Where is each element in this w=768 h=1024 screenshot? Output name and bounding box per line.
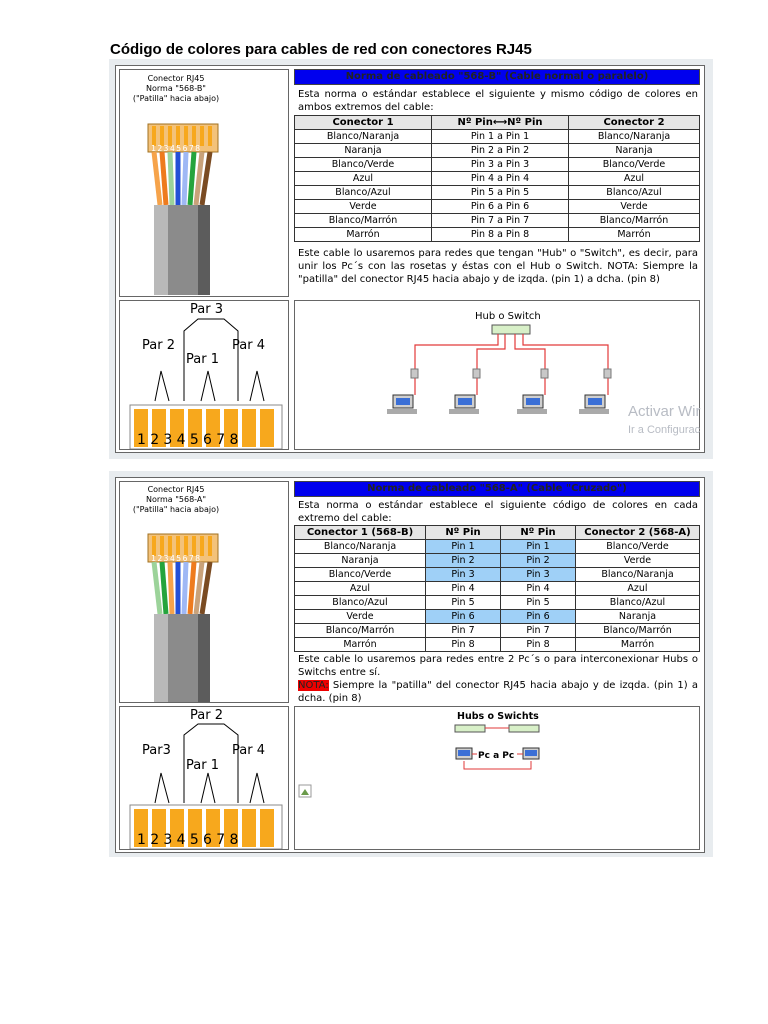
standard-header: Norma de cableado "568-A" (Cable "Cruzado") [294,481,700,497]
connector-caption: Conector RJ45 Norma "568-A" ("Patilla" hacia abajo) [132,485,220,514]
table-cell: Verde [569,200,700,214]
table-cell: Pin 2 [426,554,501,568]
table-cell: Blanco/Naranja [576,568,700,582]
pair-mid-label: Par 1 [186,758,219,773]
table-cell: Pin 3 a Pin 3 [432,158,569,172]
table-row [295,144,700,158]
column-header: Nº Pin [501,526,576,540]
table-cell: Pin 8 [426,638,501,652]
table-cell: Azul [576,582,700,596]
table-cell: Pin 2 a Pin 2 [432,144,569,158]
table-cell: Marrón [295,228,432,242]
color-code-table [294,115,700,242]
table-cell: Blanco/Azul [295,186,432,200]
note-warning-text: Siempre la "patilla" del conector RJ45 hacia abajo y de izqda. (pin 1) a dcha. (pin 8) [298,680,698,704]
table-cell: Naranja [576,610,700,624]
table-row [295,554,700,568]
table-cell: Blanco/Naranja [569,130,700,144]
table-row [295,540,700,554]
column-header: Nº Pin⟷Nº Pin [432,116,569,130]
table-cell: Pin 5 [501,596,576,610]
table-cell: Blanco/Verde [576,540,700,554]
table-cell: Pin 8 [501,638,576,652]
table-cell: Pin 6 a Pin 6 [432,200,569,214]
pairs-diagram [120,707,289,850]
table-cell: Blanco/Marrón [295,214,432,228]
table-cell: Verde [576,554,700,568]
table-row [295,186,700,200]
activation-watermark: Activar Wir [628,403,701,420]
table-cell: Pin 4 [426,582,501,596]
column-header: Conector 2 (568-A) [576,526,700,540]
table-cell: Verde [295,610,426,624]
table-cell: Blanco/Azul [576,596,700,610]
activation-watermark-sub: Ir a Configurac [628,424,701,436]
table-cell: Blanco/Verde [295,568,426,582]
table-cell: Blanco/Marrón [576,624,700,638]
table-row [295,638,700,652]
pair-mid-label: Par 1 [186,352,219,367]
table-cell: Blanco/Verde [569,158,700,172]
table-cell: Pin 3 [426,568,501,582]
table-cell: Pin 1 [501,540,576,554]
rj45-connector-image [120,70,289,297]
panel-568a [109,471,713,857]
pair-top-label: Par 2 [190,708,223,723]
table-cell: Pin 6 [426,610,501,624]
table-row [295,200,700,214]
table-cell: Pin 7 [501,624,576,638]
rj45-connector-image [120,482,289,703]
pc-to-pc-diagram [295,707,700,850]
table-cell: Marrón [576,638,700,652]
connector-cell [119,69,289,297]
table-cell: Pin 3 [501,568,576,582]
table-row [295,228,700,242]
table-cell: Blanco/Verde [295,158,432,172]
pair-right-label: Par 4 [232,743,265,758]
column-header: Conector 1 (568-B) [295,526,426,540]
grid-568a [115,477,705,853]
pair-left-label: Par 2 [142,338,175,353]
pair-left-label: Par3 [142,743,171,758]
hub-switch-label: Hub o Switch [475,311,541,322]
table-cell: Pin 7 a Pin 7 [432,214,569,228]
pc-a-pc-label: Pc a Pc [478,751,515,761]
table-cell: Naranja [295,554,426,568]
table-cell: Blanco/Azul [295,596,426,610]
table-cell: Blanco/Marrón [295,624,426,638]
pair-right-label: Par 4 [232,338,265,353]
table-cell: Azul [295,172,432,186]
table-cell: Marrón [569,228,700,242]
hub-diagram-cell [294,706,700,850]
intro-text: Esta norma o estándar establece el siguiente código de colores en cada extremo del cable: [298,500,698,524]
table-cell: Pin 4 [501,582,576,596]
table-row [295,130,700,144]
connector-cell [119,481,289,703]
usage-note-text: Este cable lo usaremos para redes entre 2 Pc´s o para interconexionar Hubs o Switchs entre sí. [298,654,698,678]
plug-pin-digits: 12345678 [151,554,202,563]
table-cell: Pin 6 [501,610,576,624]
pairs-cell [119,300,289,450]
table-cell: Pin 1 a Pin 1 [432,130,569,144]
table-row [295,172,700,186]
table-cell: Pin 2 [501,554,576,568]
table-header-row [295,526,700,540]
table-cell: Marrón [295,638,426,652]
page-title: Código de colores para cables de red con conectores RJ45 [110,41,532,58]
pair-top-label: Par 3 [190,302,223,317]
table-cell: Naranja [295,144,432,158]
table-cell: Blanco/Naranja [295,130,432,144]
color-code-table [294,525,700,652]
table-cell: Verde [295,200,432,214]
table-row [295,624,700,638]
column-header: Conector 1 [295,116,432,130]
standard-header: Norma de cableado "568-B" (Cable normal o paralelo) [294,69,700,85]
usage-note: Este cable lo usaremos para redes que tengan "Hub" o "Switch", es decir, para unir los Pc´s con las rosetas y éstas con el Hub o Switch. NOTA: Siempre la "patilla" del conector RJ45 hacia abajo y de izqda. (pin 1) a dcha. (pin 8) [298,248,698,285]
table-cell: Pin 5 [426,596,501,610]
pairs-diagram [120,301,289,450]
column-header: Conector 2 [569,116,700,130]
note-warning-label: NOTA: [298,680,329,691]
table-cell: Azul [569,172,700,186]
table-cell: Blanco/Naranja [295,540,426,554]
table-header-row [295,116,700,130]
hubs-switchs-label: Hubs o Swichts [457,711,539,722]
usage-note [298,653,698,705]
table-cell: Pin 7 [426,624,501,638]
table-cell: Pin 1 [426,540,501,554]
table-row [295,610,700,624]
intro-text: Esta norma o estándar establece el siguiente y mismo código de colores en ambos extremos del cable: [298,89,698,113]
pin-number-labels: 12345678 [137,832,243,848]
table-row [295,596,700,610]
table-row [295,568,700,582]
panel-568b [109,59,713,459]
grid-568b [115,65,705,453]
table-row [295,158,700,172]
plug-pin-digits: 12345678 [151,144,202,153]
column-header: Nº Pin [426,526,501,540]
table-cell: Blanco/Marrón [569,214,700,228]
pairs-cell [119,706,289,850]
table-cell: Pin 8 a Pin 8 [432,228,569,242]
pin-number-labels: 12345678 [137,432,243,448]
table-cell: Naranja [569,144,700,158]
table-cell: Pin 4 a Pin 4 [432,172,569,186]
table-cell: Blanco/Azul [569,186,700,200]
table-cell: Azul [295,582,426,596]
table-row [295,582,700,596]
table-row [295,214,700,228]
connector-caption: Conector RJ45 Norma "568-B" ("Patilla" hacia abajo) [132,74,220,103]
table-cell: Pin 5 a Pin 5 [432,186,569,200]
